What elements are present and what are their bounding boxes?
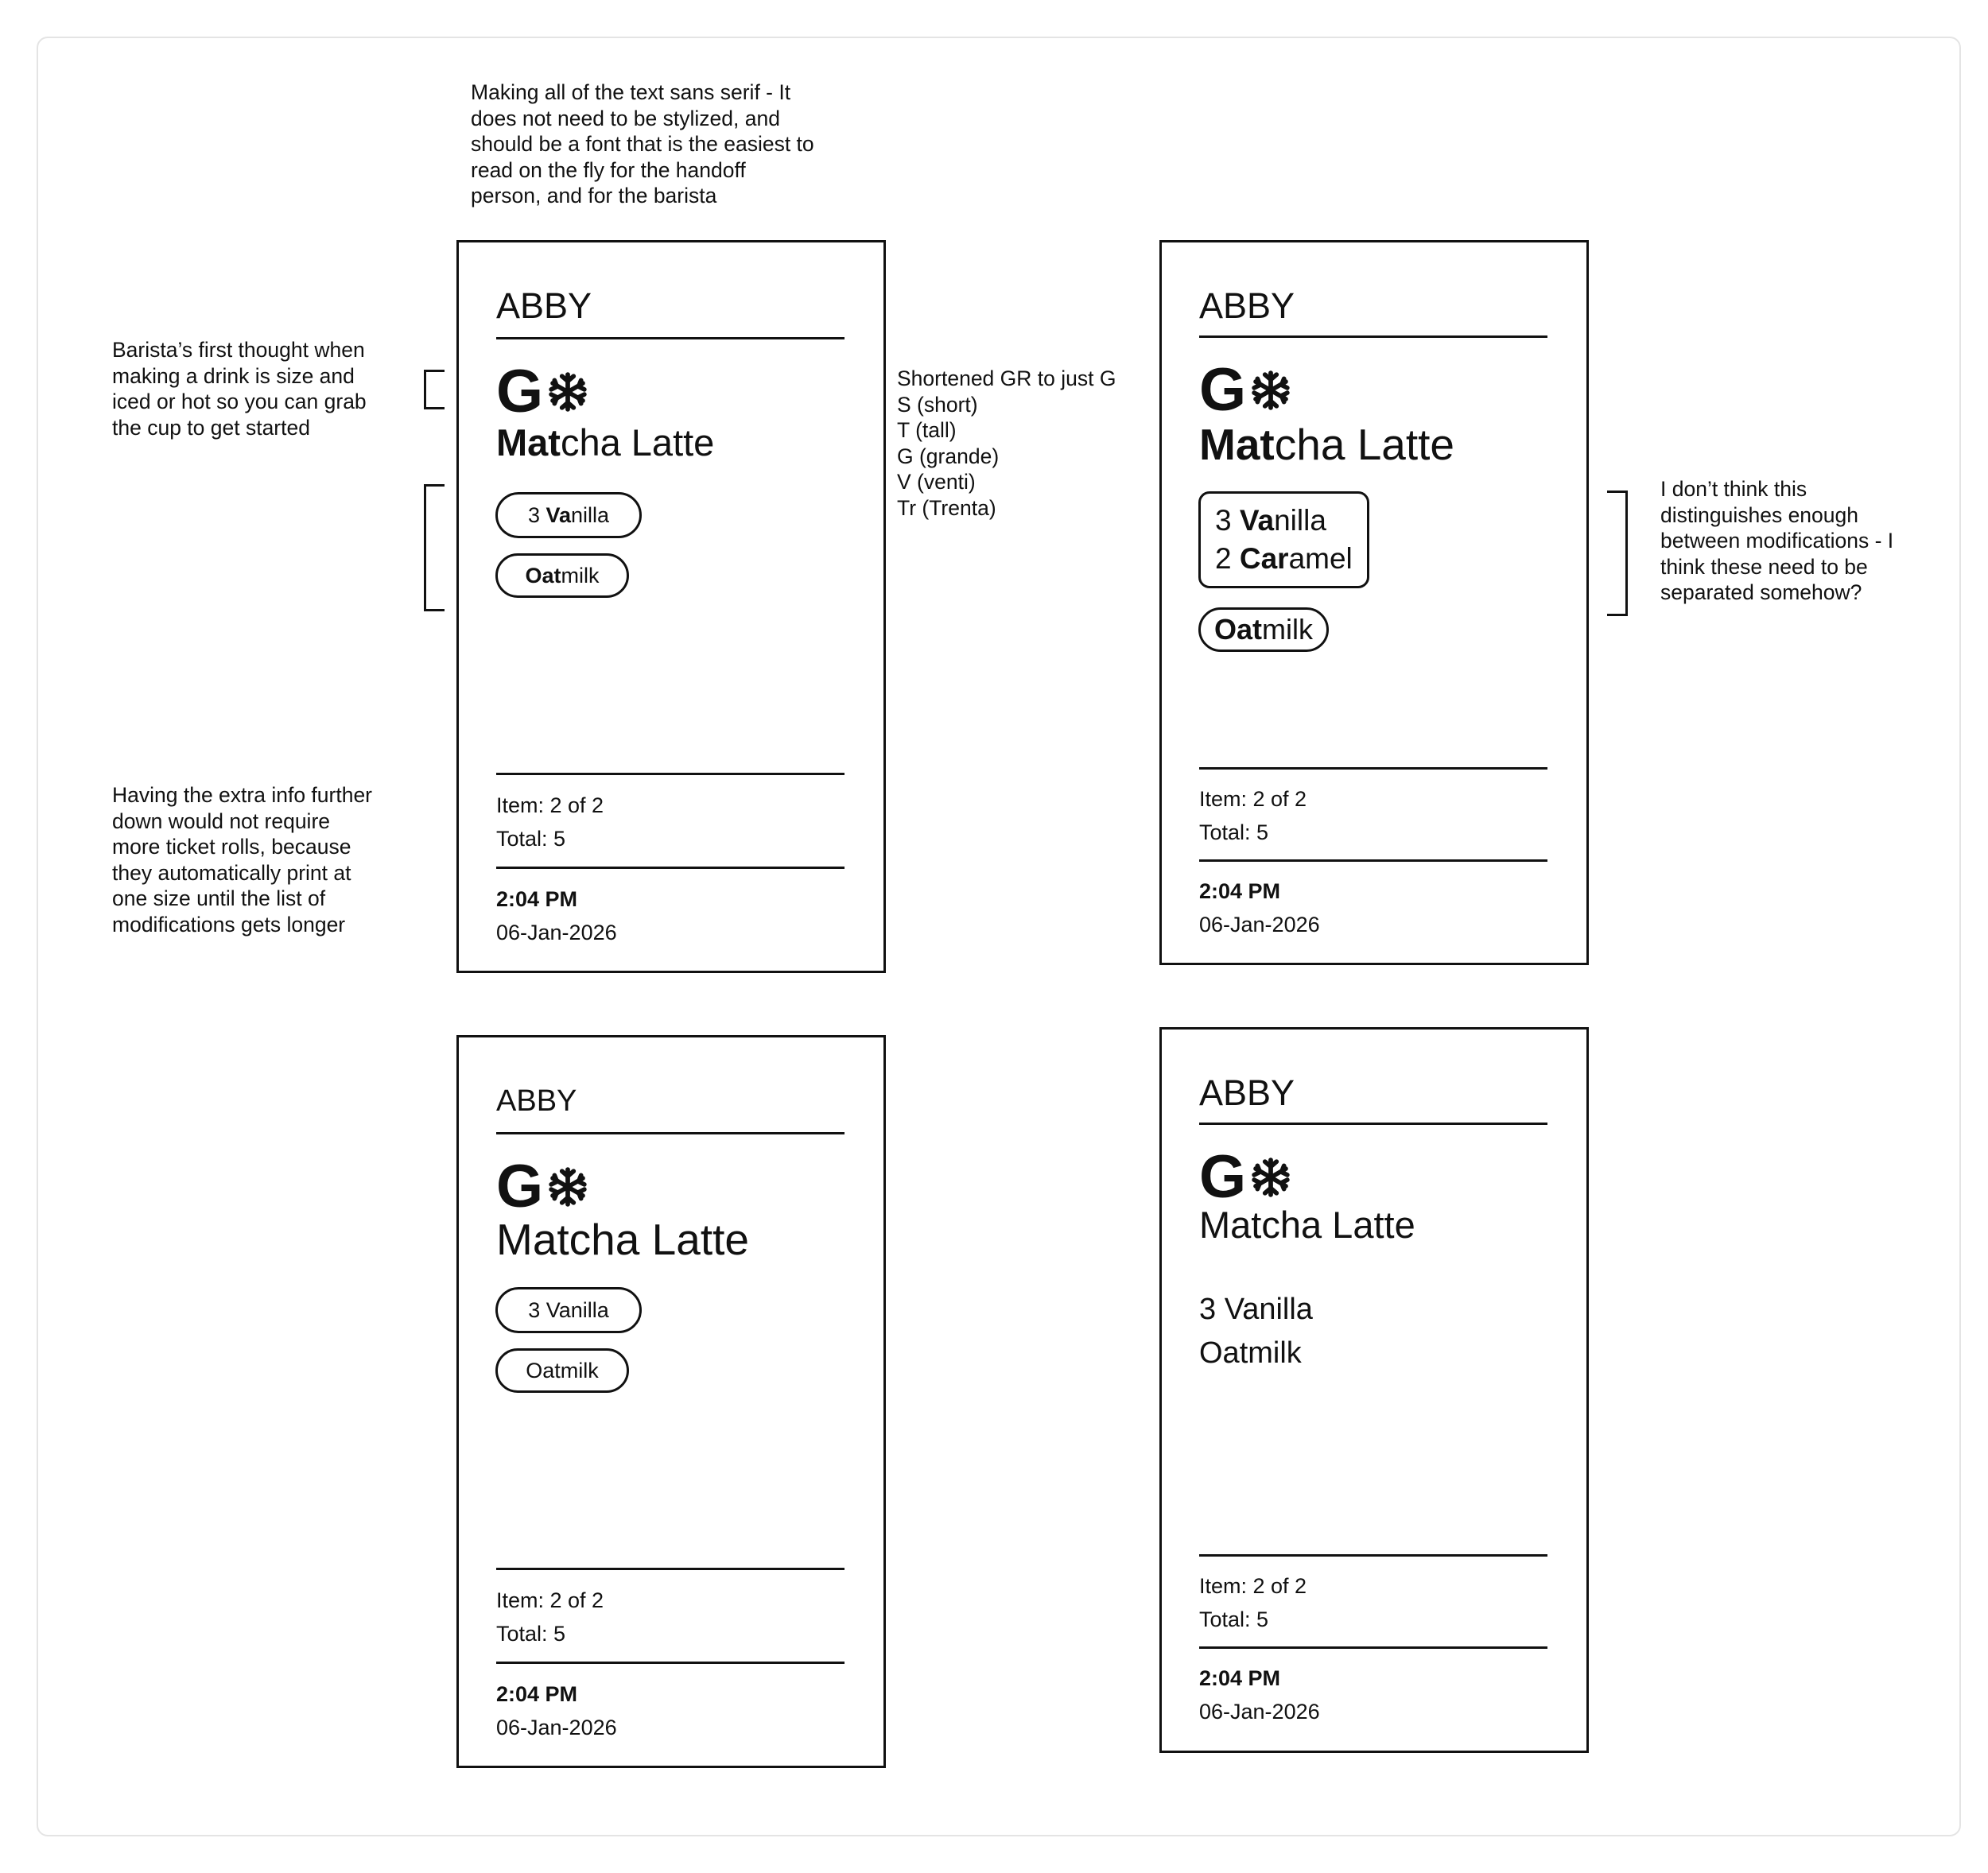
extra-info-note: Having the extra info further down would not require more ticket rolls, because they automatically print at one size until the list of modifications gets longer (112, 783, 373, 936)
divider (496, 773, 845, 775)
divider (496, 1568, 845, 1570)
order-total: Total: 5 (1199, 1607, 1269, 1631)
modification-line: 2 Caramel (1215, 542, 1353, 575)
sizes-legend-note: Shortened GR to just G S (short) T (tall) G (grande) V (venti) Tr (Trenta) (897, 366, 1116, 520)
modification-group-box (1198, 491, 1369, 588)
grouped-mods-bracket (1607, 491, 1628, 616)
modification-pill: Oat milk (1198, 607, 1329, 652)
divider (1199, 1554, 1547, 1557)
order-total: Total: 5 (496, 827, 566, 851)
divider (496, 1132, 845, 1134)
size-letter: G (496, 1153, 544, 1220)
item-count: Item: 2 of 2 (496, 1588, 604, 1612)
snowflake-icon (1251, 1158, 1291, 1197)
modification-pill: Oatmilk (495, 1348, 629, 1393)
order-time: 2:04 PM (496, 1682, 578, 1706)
ticket-4 (1159, 1027, 1589, 1753)
snowflake-icon (1251, 370, 1291, 410)
customer-name: ABBY (1199, 285, 1295, 326)
order-date: 06-Jan-2026 (1199, 1700, 1320, 1724)
order-time: 2:04 PM (496, 887, 578, 911)
customer-name: ABBY (496, 1084, 577, 1118)
drink-name: Matcha Latte (1199, 420, 1455, 469)
drink-name: Matcha Latte (496, 421, 715, 463)
size-row (1199, 1143, 1291, 1211)
size-row (496, 1155, 588, 1219)
divider (1199, 767, 1547, 770)
order-time: 2:04 PM (1199, 1666, 1281, 1690)
size-letter: G (1199, 356, 1247, 424)
order-date: 06-Jan-2026 (496, 921, 617, 944)
size-letter: G (1199, 1143, 1247, 1211)
order-date: 06-Jan-2026 (496, 1716, 617, 1739)
divider (1199, 1123, 1547, 1125)
size-bracket (424, 370, 445, 409)
order-total: Total: 5 (1199, 820, 1269, 844)
modification-line: Oatmilk (1199, 1336, 1302, 1370)
modification-line: 3 Vanilla (1215, 504, 1326, 537)
drink-name: Matcha Latte (1199, 1204, 1415, 1246)
item-count: Item: 2 of 2 (496, 793, 604, 817)
order-date: 06-Jan-2026 (1199, 913, 1320, 936)
modification-pill: 3 Va nilla (495, 492, 642, 538)
size-note: Barista’s first thought when making a drink is size and iced or hot so you can grab the cup to get started (112, 338, 367, 440)
ticket-3 (456, 1035, 886, 1768)
size-letter: G (496, 358, 544, 425)
snowflake-icon (548, 372, 588, 412)
order-time: 2:04 PM (1199, 879, 1281, 903)
item-count: Item: 2 of 2 (1199, 787, 1307, 811)
divider (1199, 859, 1547, 862)
modification-line: 3 Vanilla (1199, 1293, 1313, 1326)
order-total: Total: 5 (496, 1622, 566, 1646)
size-row (1199, 356, 1291, 424)
modification-pill: 3 Vanilla (495, 1287, 642, 1333)
distinguish-note: I don’t think this distinguishes enough between modifications - I think these need to be separated somehow? (1660, 477, 1894, 604)
customer-name: ABBY (1199, 1072, 1295, 1113)
font-note: Making all of the text sans serif - It does not need to be stylized, and should be a font that is the easiest to read on the fly for the handoff person, and for the barista (471, 80, 814, 207)
item-count: Item: 2 of 2 (1199, 1574, 1307, 1598)
divider (1199, 335, 1547, 338)
divider (496, 337, 845, 339)
customer-name: ABBY (496, 285, 592, 326)
divider (496, 1662, 845, 1664)
modification-pill: Oat milk (495, 553, 629, 598)
modifications-bracket (424, 484, 445, 611)
snowflake-icon (548, 1167, 588, 1207)
ticket-1 (456, 240, 886, 973)
divider (1199, 1646, 1547, 1649)
ticket-2 (1159, 240, 1589, 965)
size-row (496, 360, 588, 424)
divider (496, 867, 845, 869)
drink-name: Matcha Latte (496, 1215, 749, 1264)
